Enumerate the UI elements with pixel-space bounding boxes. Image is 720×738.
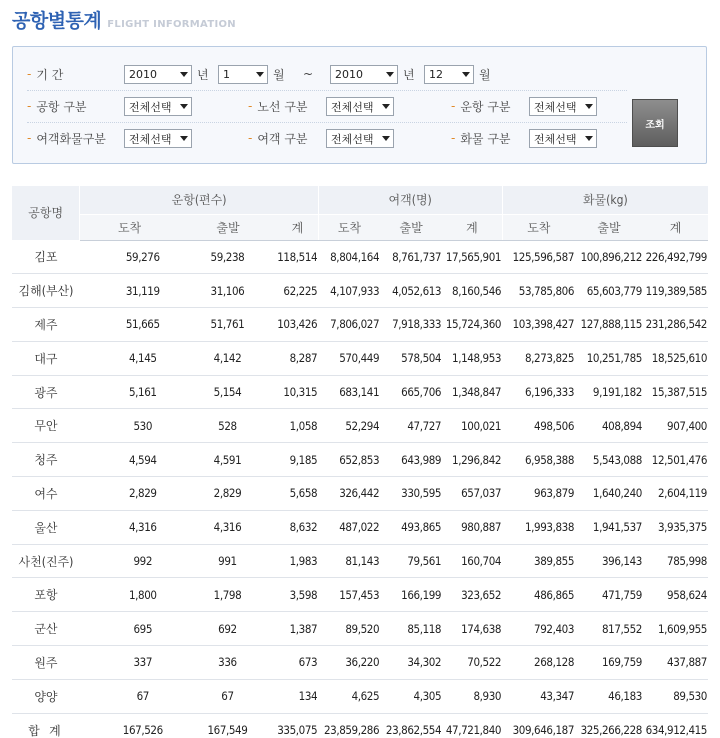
value-cell: 8,804,164: [318, 240, 380, 274]
table-row: [12, 274, 708, 308]
value-cell: 4,107,933: [318, 274, 380, 308]
value-cell: 309,646,187: [512, 723, 575, 738]
bullet-dash-icon: -: [27, 131, 32, 145]
value-cell: 785,998: [643, 544, 708, 578]
route-type-label: - 노선 구분: [248, 99, 308, 114]
search-divider: [27, 122, 627, 123]
table-row: [12, 612, 708, 646]
airport-name-cell: 대구: [12, 341, 80, 375]
value-cell: 31,119: [80, 274, 179, 308]
bullet-dash-icon: -: [451, 99, 456, 113]
value-cell: 231,286,542: [643, 308, 708, 342]
value-cell: 1,058: [277, 409, 318, 443]
value-cell: 4,142: [179, 341, 278, 375]
airport-name-cell: 김해(부산): [12, 274, 80, 308]
table-row: [12, 679, 708, 713]
value-cell: 8,273,825: [502, 341, 575, 375]
sub-header-departure: 출발: [179, 214, 278, 240]
value-cell: 4,305: [380, 679, 442, 713]
value-cell: 991: [179, 544, 278, 578]
period-label: - 기 간: [27, 67, 64, 82]
start-month-select[interactable]: 1: [218, 65, 268, 84]
value-cell: 7,918,333: [380, 308, 442, 342]
end-month-unit: 월: [479, 67, 491, 82]
value-cell: 325,266,228: [580, 723, 642, 738]
sub-header-arrival: 도착: [80, 214, 179, 240]
value-cell: 4,052,613: [380, 274, 442, 308]
value-cell: 100,896,212: [575, 240, 643, 274]
value-cell: 89,530: [643, 679, 708, 713]
value-cell: 160,704: [442, 544, 502, 578]
pax-cargo-type-label: - 여객화물구분: [27, 131, 106, 146]
sub-header-total: 계: [643, 214, 708, 240]
value-cell: 23,862,554: [385, 723, 442, 738]
value-cell: 673: [277, 646, 318, 680]
airport-name-cell: 제주: [12, 308, 80, 342]
value-cell: 51,665: [80, 308, 179, 342]
value-cell: 2,604,119: [643, 477, 708, 511]
table-row: [12, 341, 708, 375]
value-cell: 169,759: [575, 646, 643, 680]
value-cell: 134: [277, 679, 318, 713]
value-cell: 408,894: [575, 409, 643, 443]
airport-stats-table: [12, 186, 708, 738]
airport-name-cell: 광주: [12, 375, 80, 409]
chevron-down-icon: [386, 72, 394, 77]
value-cell: 6,958,388: [502, 443, 575, 477]
search-divider: [27, 90, 627, 91]
value-cell: 226,492,799: [643, 240, 708, 274]
chevron-down-icon: [382, 136, 390, 141]
table-row: [12, 477, 708, 511]
value-cell: 4,316: [80, 510, 179, 544]
value-cell: 5,154: [179, 375, 278, 409]
value-cell: 657,037: [442, 477, 502, 511]
sub-header-departure: 출발: [380, 214, 442, 240]
flights-group-header: 운항(편수): [80, 186, 318, 214]
value-cell: 36,220: [318, 646, 380, 680]
table-row: [12, 544, 708, 578]
value-cell: 268,128: [502, 646, 575, 680]
value-cell: 8,287: [277, 341, 318, 375]
total-row: [12, 713, 708, 738]
passenger-type-label: - 여객 구분: [248, 131, 308, 146]
value-cell: 963,879: [502, 477, 575, 511]
table-row: [12, 409, 708, 443]
value-cell: 1,983: [277, 544, 318, 578]
value-cell: 17,565,901: [442, 240, 502, 274]
value-cell: 174,638: [442, 612, 502, 646]
value-cell: 4,316: [179, 510, 278, 544]
sub-header-total: 계: [277, 214, 318, 240]
value-cell: 12,501,476: [643, 443, 708, 477]
value-cell: 79,561: [380, 544, 442, 578]
value-cell: 47,721,840: [445, 723, 502, 738]
value-cell: 67: [179, 679, 278, 713]
route-type-select[interactable]: 전체선택: [326, 97, 394, 116]
value-cell: 65,603,779: [575, 274, 643, 308]
end-year-unit: 년: [403, 67, 415, 82]
value-cell: 695: [80, 612, 179, 646]
value-cell: 493,865: [380, 510, 442, 544]
bullet-dash-icon: -: [451, 131, 456, 145]
airport-name-cell: 사천(진주): [12, 544, 80, 578]
chevron-down-icon: [382, 104, 390, 109]
chevron-down-icon: [180, 72, 188, 77]
value-cell: 958,624: [643, 578, 708, 612]
chevron-down-icon: [585, 136, 593, 141]
page-title: [12, 6, 236, 36]
value-cell: 15,724,360: [442, 308, 502, 342]
pax-cargo-type-select[interactable]: 전체선택: [124, 129, 192, 148]
value-cell: 118,514: [277, 240, 318, 274]
value-cell: 8,930: [442, 679, 502, 713]
airport-name-cell: 울산: [12, 510, 80, 544]
table-body: [12, 240, 708, 738]
table-row: [12, 375, 708, 409]
airport-name-cell: 포항: [12, 578, 80, 612]
value-cell: 81,143: [318, 544, 380, 578]
cargo-type-select[interactable]: 전체선택: [529, 129, 597, 148]
value-cell: 52,294: [318, 409, 380, 443]
value-cell: 683,141: [318, 375, 380, 409]
value-cell: 9,185: [277, 443, 318, 477]
airport-name-cell: 김포: [12, 240, 80, 274]
table-row: [12, 308, 708, 342]
value-cell: 125,596,587: [502, 240, 575, 274]
table-row: [12, 578, 708, 612]
value-cell: 4,594: [80, 443, 179, 477]
value-cell: 10,251,785: [575, 341, 643, 375]
bullet-dash-icon: -: [27, 67, 32, 81]
value-cell: 5,543,088: [575, 443, 643, 477]
value-cell: 692: [179, 612, 278, 646]
value-cell: 396,143: [575, 544, 643, 578]
airport-name-cell: 원주: [12, 646, 80, 680]
passengers-group-header: 여객(명): [318, 186, 502, 214]
value-cell: 8,160,546: [442, 274, 502, 308]
value-cell: 486,865: [502, 578, 575, 612]
chevron-down-icon: [180, 136, 188, 141]
value-cell: 85,118: [380, 612, 442, 646]
value-cell: 10,315: [277, 375, 318, 409]
value-cell: 46,183: [575, 679, 643, 713]
value-cell: 8,761,737: [380, 240, 442, 274]
value-cell: 3,935,375: [643, 510, 708, 544]
value-cell: 665,706: [380, 375, 442, 409]
value-cell: 326,442: [318, 477, 380, 511]
value-cell: 1,348,847: [442, 375, 502, 409]
value-cell: 652,853: [318, 443, 380, 477]
table-row: [12, 240, 708, 274]
value-cell: 51,761: [179, 308, 278, 342]
value-cell: 2,829: [80, 477, 179, 511]
value-cell: 437,887: [643, 646, 708, 680]
table-row: [12, 646, 708, 680]
value-cell: 1,296,842: [442, 443, 502, 477]
cargo-type-label: - 화물 구분: [451, 131, 511, 146]
cargo-group-header: 화물(kg): [502, 186, 708, 214]
value-cell: 471,759: [575, 578, 643, 612]
start-year-unit: 년: [197, 67, 209, 82]
chevron-down-icon: [180, 104, 188, 109]
value-cell: 2,829: [179, 477, 278, 511]
value-cell: 337: [80, 646, 179, 680]
chevron-down-icon: [462, 72, 470, 77]
page-title-korean: 공항별통계: [12, 10, 102, 32]
value-cell: 578,504: [380, 341, 442, 375]
value-cell: 992: [80, 544, 179, 578]
value-cell: 1,941,537: [575, 510, 643, 544]
value-cell: 335,075: [277, 723, 318, 738]
end-month-select[interactable]: 12: [424, 65, 474, 84]
value-cell: 8,632: [277, 510, 318, 544]
value-cell: 1,800: [80, 578, 179, 612]
search-button[interactable]: 조회: [632, 99, 678, 147]
table-row: [12, 443, 708, 477]
passenger-type-select[interactable]: 전체선택: [326, 129, 394, 148]
value-cell: 15,387,515: [643, 375, 708, 409]
sub-header-arrival: 도착: [318, 214, 380, 240]
value-cell: 1,148,953: [442, 341, 502, 375]
value-cell: 817,552: [575, 612, 643, 646]
value-cell: 167,526: [122, 723, 163, 738]
value-cell: 103,426: [277, 308, 318, 342]
value-cell: 1,798: [179, 578, 278, 612]
chevron-down-icon: [256, 72, 264, 77]
value-cell: 528: [179, 409, 278, 443]
value-cell: 336: [179, 646, 278, 680]
value-cell: 18,525,610: [643, 341, 708, 375]
airport-name-cell: 무안: [12, 409, 80, 443]
value-cell: 89,520: [318, 612, 380, 646]
value-cell: 167,549: [207, 723, 248, 738]
airport-type-label: - 공항 구분: [27, 99, 87, 114]
value-cell: 67: [80, 679, 179, 713]
value-cell: 3,598: [277, 578, 318, 612]
value-cell: 570,449: [318, 341, 380, 375]
value-cell: 23,859,286: [323, 723, 380, 738]
value-cell: 31,106: [179, 274, 278, 308]
value-cell: 1,609,955: [643, 612, 708, 646]
airport-name-cell: 청주: [12, 443, 80, 477]
value-cell: 498,506: [502, 409, 575, 443]
value-cell: 330,595: [380, 477, 442, 511]
value-cell: 792,403: [502, 612, 575, 646]
sub-header-departure: 출발: [575, 214, 643, 240]
operation-type-select[interactable]: 전체선택: [529, 97, 597, 116]
chevron-down-icon: [585, 104, 593, 109]
operation-type-label: - 운항 구분: [451, 99, 511, 114]
page-title-english: FLIGHT INFORMATION: [107, 19, 236, 30]
value-cell: 47,727: [380, 409, 442, 443]
value-cell: 7,806,027: [318, 308, 380, 342]
value-cell: 34,302: [380, 646, 442, 680]
airport-name-cell: 양양: [12, 679, 80, 713]
value-cell: 634,912,415: [645, 723, 707, 738]
value-cell: 103,398,427: [502, 308, 575, 342]
value-cell: 5,161: [80, 375, 179, 409]
value-cell: 1,993,838: [502, 510, 575, 544]
value-cell: 4,625: [318, 679, 380, 713]
value-cell: 119,389,585: [643, 274, 708, 308]
end-year-select[interactable]: 2010: [330, 65, 398, 84]
airport-name-cell: 군산: [12, 612, 80, 646]
value-cell: 70,522: [442, 646, 502, 680]
value-cell: 980,887: [442, 510, 502, 544]
value-cell: 157,453: [318, 578, 380, 612]
value-cell: 59,238: [179, 240, 278, 274]
value-cell: 100,021: [442, 409, 502, 443]
start-month-unit: 월: [273, 67, 285, 82]
value-cell: 4,591: [179, 443, 278, 477]
airport-type-select[interactable]: 전체선택: [124, 97, 192, 116]
bullet-dash-icon: -: [27, 99, 32, 113]
value-cell: 6,196,333: [502, 375, 575, 409]
value-cell: 1,387: [277, 612, 318, 646]
value-cell: 323,652: [442, 578, 502, 612]
value-cell: 9,191,182: [575, 375, 643, 409]
value-cell: 5,658: [277, 477, 318, 511]
value-cell: 907,400: [643, 409, 708, 443]
value-cell: 389,855: [502, 544, 575, 578]
value-cell: 53,785,806: [502, 274, 575, 308]
table-row: [12, 510, 708, 544]
bullet-dash-icon: -: [248, 131, 253, 145]
airport-name-cell: 합 계: [28, 723, 64, 738]
value-cell: 62,225: [277, 274, 318, 308]
value-cell: 4,145: [80, 341, 179, 375]
value-cell: 487,022: [318, 510, 380, 544]
sub-header-total: 계: [442, 214, 502, 240]
bullet-dash-icon: -: [248, 99, 253, 113]
range-separator: ~: [303, 67, 314, 81]
sub-header-arrival: 도착: [502, 214, 575, 240]
search-panel: [12, 46, 707, 164]
value-cell: 1,640,240: [575, 477, 643, 511]
sub-header-row: [12, 214, 708, 240]
airport-name-cell: 여수: [12, 477, 80, 511]
value-cell: 127,888,115: [575, 308, 643, 342]
airport-name-header: 공항명: [12, 186, 80, 240]
value-cell: 43,347: [502, 679, 575, 713]
start-year-select[interactable]: 2010: [124, 65, 192, 84]
value-cell: 166,199: [380, 578, 442, 612]
value-cell: 59,276: [80, 240, 179, 274]
value-cell: 643,989: [380, 443, 442, 477]
value-cell: 530: [80, 409, 179, 443]
